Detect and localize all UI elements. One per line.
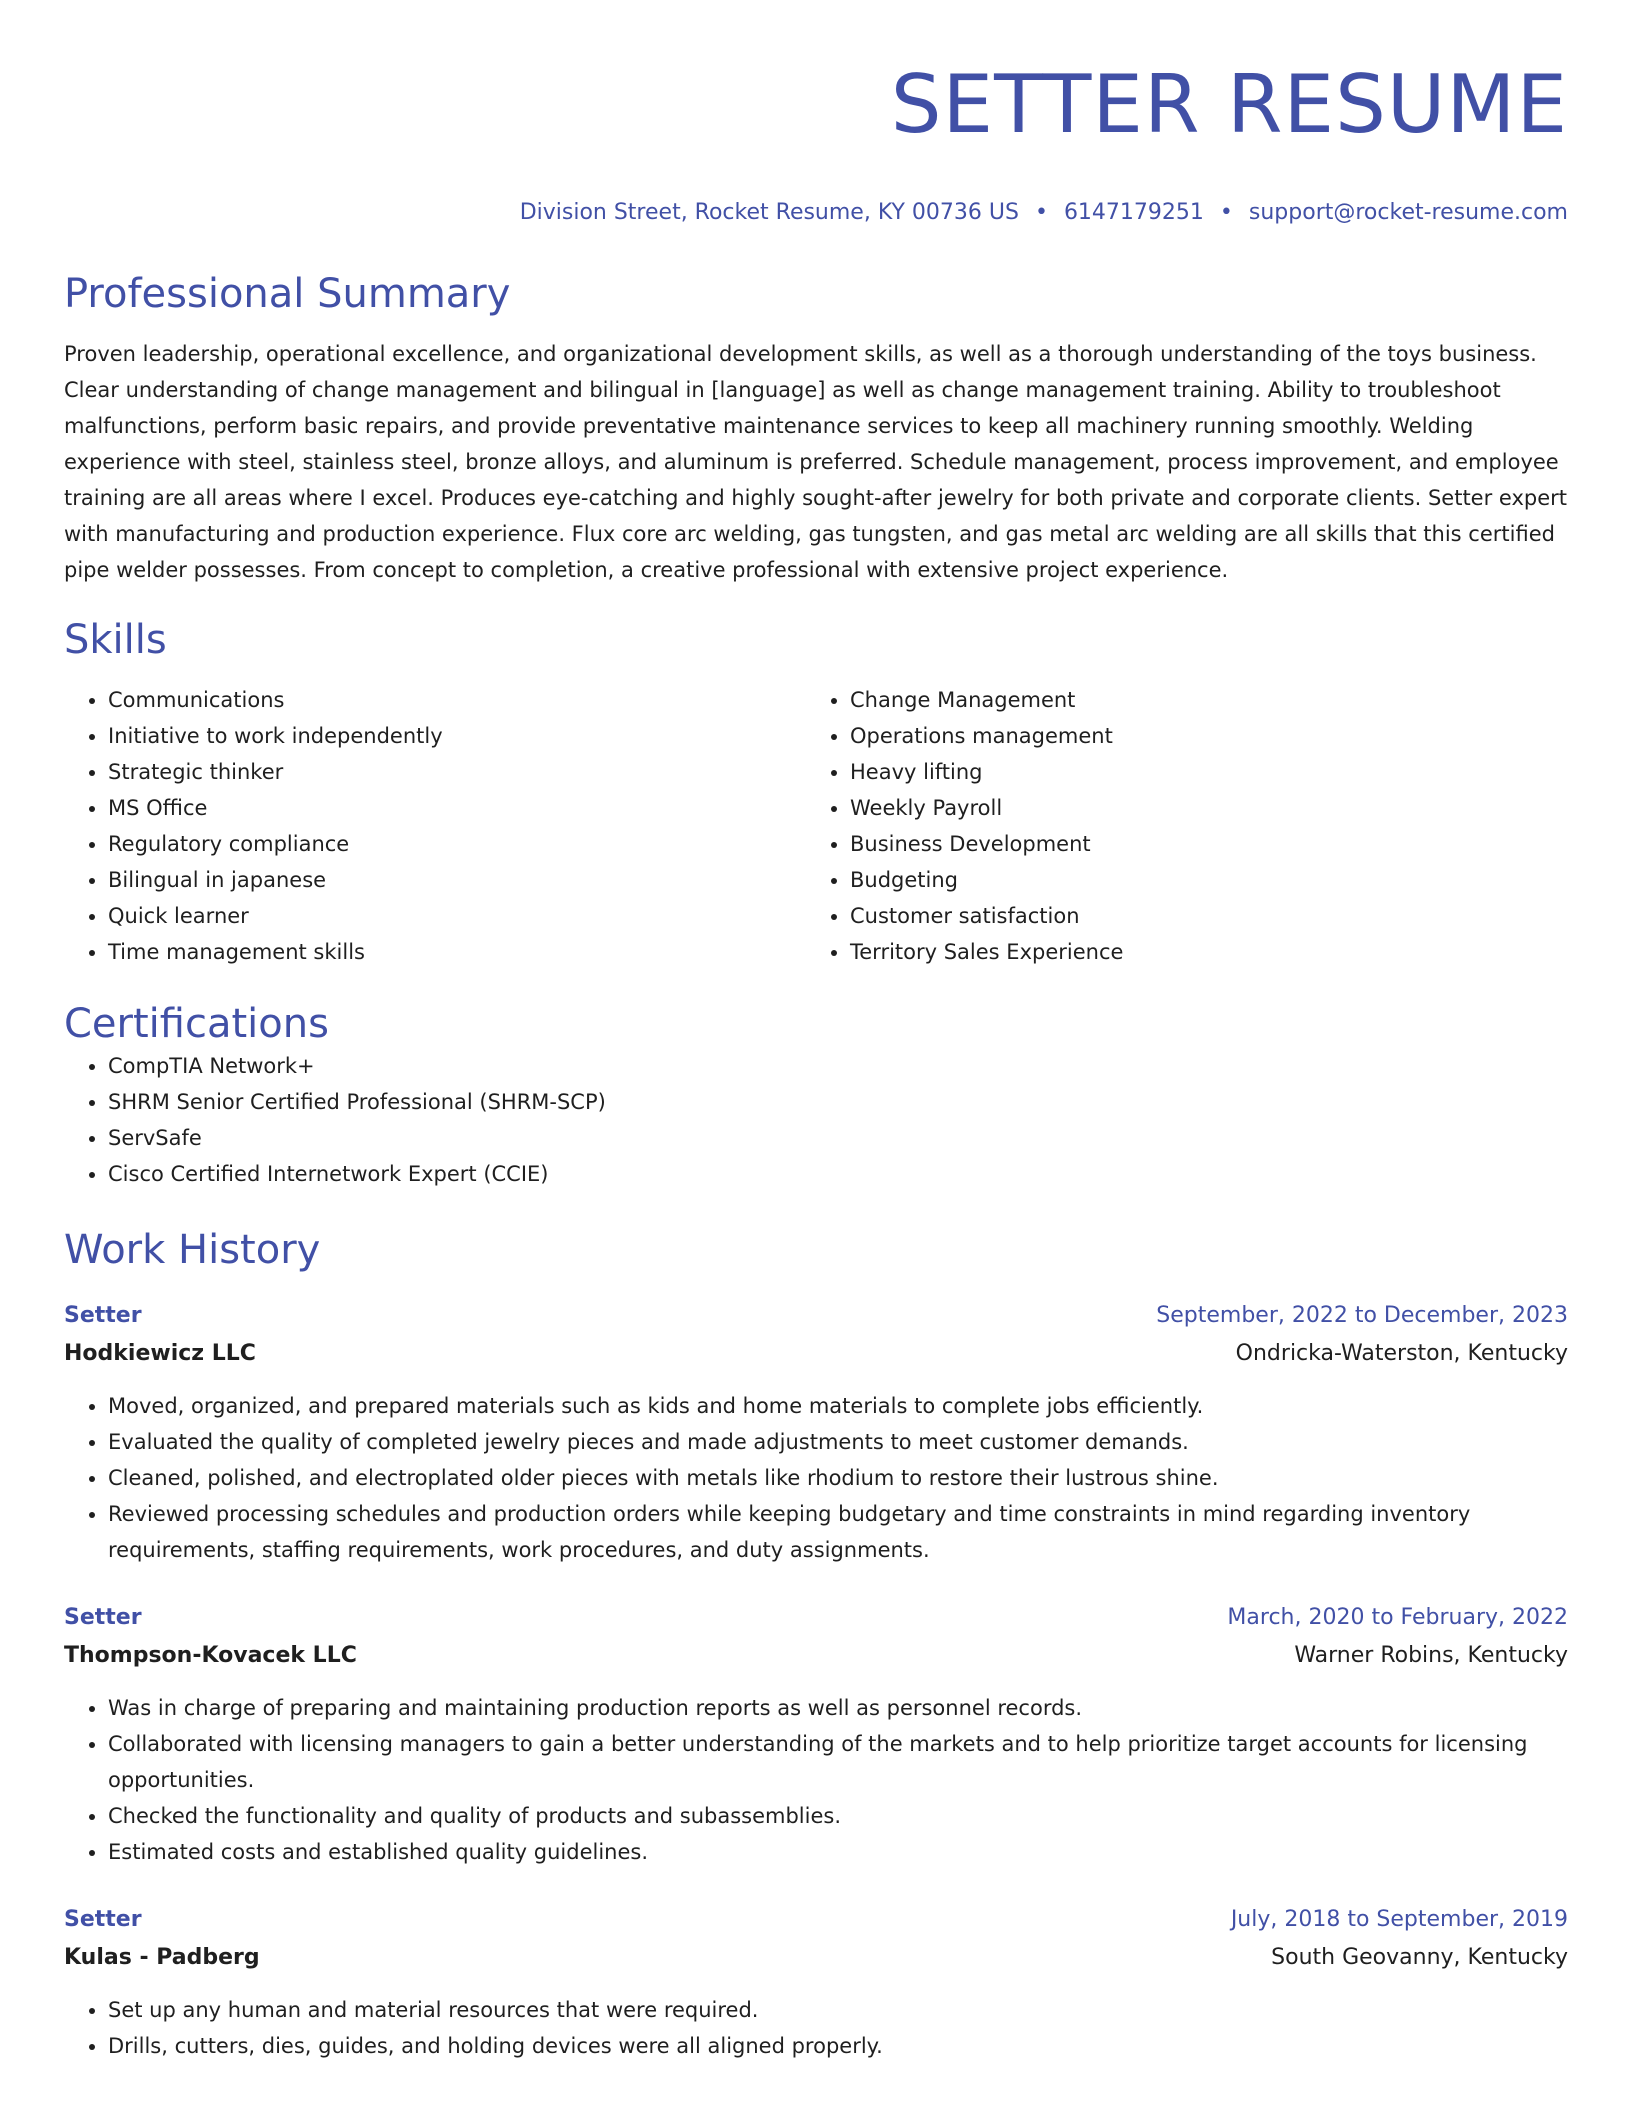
job-company: Hodkiewicz LLC: [64, 1341, 256, 1366]
job-dates: September, 2022 to December, 2023: [1156, 1303, 1568, 1328]
job-bullet: • Reviewed processing schedules and production orders while keeping budgetary and time constraints in mind regarding inventory requirements, staffing requirements, work procedures, and duty assignments.: [108, 1496, 1568, 1568]
job-company: Thompson-Kovacek LLC: [64, 1643, 357, 1668]
skills-heading: Skills: [64, 617, 167, 663]
contact-line: [64, 198, 1568, 228]
resume-name: SETTER RESUME: [890, 58, 1568, 151]
job-bullet: • Cleaned, polished, and electroplated older pieces with metals like rhodium to restore their lustrous shine.: [108, 1460, 1568, 1496]
skill-item: • Operations management: [850, 718, 1548, 754]
certifications-list: [64, 1048, 1568, 1192]
job-title: Setter: [64, 1303, 142, 1328]
skills-column-right: [806, 682, 1548, 970]
job-location: Ondricka-Waterston, Kentucky: [1235, 1341, 1568, 1366]
skill-item: • Customer satisfaction: [850, 898, 1548, 934]
contact-separator: •: [1034, 200, 1048, 225]
job-bullet: • Set up any human and material resources that were required.: [108, 1992, 1568, 2028]
job-bullet: • Checked the functionality and quality of products and subassemblies.: [108, 1798, 1568, 1834]
skill-item: • Regulatory compliance: [108, 826, 806, 862]
certification-item: • Cisco Certified Internetwork Expert (CCIE): [108, 1156, 1568, 1192]
job-company-row: [64, 1636, 1568, 1676]
skills-column-left: [64, 682, 806, 970]
job-dates: July, 2018 to September, 2019: [1230, 1907, 1568, 1932]
skill-item: • Time management skills: [108, 934, 806, 970]
job-title: Setter: [64, 1605, 142, 1630]
work-history-heading: Work History: [64, 1227, 321, 1273]
certification-item: • ServSafe: [108, 1120, 1568, 1156]
skill-item: • Initiative to work independently: [108, 718, 806, 754]
job-entry: [64, 1600, 1568, 1870]
job-title: Setter: [64, 1907, 142, 1932]
job-bullet: • Evaluated the quality of completed jewelry pieces and made adjustments to meet customer demands.: [108, 1424, 1568, 1460]
summary-text: Proven leadership, operational excellence, and organizational development skills, as well as a thorough understanding of the toys business. Clear understanding of change management and bilingual in [language] as well as change management training. Ability to troubleshoot malfunctions, perform basic repairs, and provide preventative maintenance services to keep all machinery running smoothly. Welding experience with steel, stainless steel, bronze alloys, and aluminum is preferred. Schedule management, process improvement, and employee training are all areas where I excel. Produces eye-catching and highly sought-after jewelry for both private and corporate clients. Setter expert with manufacturing and production experience. Flux core arc welding, gas tungsten, and gas metal arc welding are all skills that this certified pipe welder possesses. From concept to completion, a creative professional with extensive project experience.: [64, 342, 1567, 582]
skills-list-right: [806, 682, 1548, 970]
skill-item: • Strategic thinker: [108, 754, 806, 790]
skill-item: • Heavy lifting: [850, 754, 1548, 790]
skill-item: • Quick learner: [108, 898, 806, 934]
skill-item: • MS Office: [108, 790, 806, 826]
skills-list-left: [64, 682, 806, 970]
skill-item: • Change Management: [850, 682, 1548, 718]
job-bullet: • Collaborated with licensing managers to gain a better understanding of the markets and to help prioritize target accounts for licensing opportunities.: [108, 1726, 1568, 1798]
job-bullets: [64, 1388, 1568, 1568]
contact-address: Division Street, Rocket Resume, KY 00736 US: [519, 200, 1019, 225]
certification-item: • CompTIA Network+: [108, 1048, 1568, 1084]
job-bullet: • Drills, cutters, dies, guides, and holding devices were all aligned properly.: [108, 2028, 1568, 2064]
certification-item: • SHRM Senior Certified Professional (SHRM-SCP): [108, 1084, 1568, 1120]
job-location: Warner Robins, Kentucky: [1294, 1643, 1568, 1668]
skill-item: • Territory Sales Experience: [850, 934, 1548, 970]
job-bullets: [64, 1690, 1568, 1870]
job-company-row: [64, 1938, 1568, 1978]
job-header-row: [64, 1902, 1568, 1938]
job-company-row: [64, 1334, 1568, 1374]
job-bullet: • Estimated costs and established quality guidelines.: [108, 1834, 1568, 1870]
job-bullet: • Was in charge of preparing and maintaining production reports as well as personnel records.: [108, 1690, 1568, 1726]
contact-phone: 6147179251: [1063, 200, 1204, 225]
skill-item: • Communications: [108, 682, 806, 718]
skill-item: • Budgeting: [850, 862, 1548, 898]
skills-grid: [64, 682, 1568, 970]
job-entry: [64, 1298, 1568, 1568]
job-header-row: [64, 1600, 1568, 1636]
certifications-heading: Certifications: [64, 1001, 329, 1047]
job-header-row: [64, 1298, 1568, 1334]
skill-item: • Weekly Payroll: [850, 790, 1548, 826]
job-company: Kulas - Padberg: [64, 1945, 260, 1970]
job-dates: March, 2020 to February, 2022: [1227, 1605, 1568, 1630]
skill-item: • Business Development: [850, 826, 1548, 862]
job-location: South Geovanny, Kentucky: [1271, 1945, 1568, 1970]
skill-item: • Bilingual in japanese: [108, 862, 806, 898]
contact-separator: •: [1219, 200, 1233, 225]
summary-heading: Professional Summary: [64, 271, 511, 317]
job-bullets: [64, 1992, 1568, 2064]
contact-email[interactable]: support@rocket-resume.com: [1248, 200, 1568, 225]
job-entry: [64, 1902, 1568, 2064]
job-bullet: • Moved, organized, and prepared materials such as kids and home materials to complete jobs efficiently.: [108, 1388, 1568, 1424]
